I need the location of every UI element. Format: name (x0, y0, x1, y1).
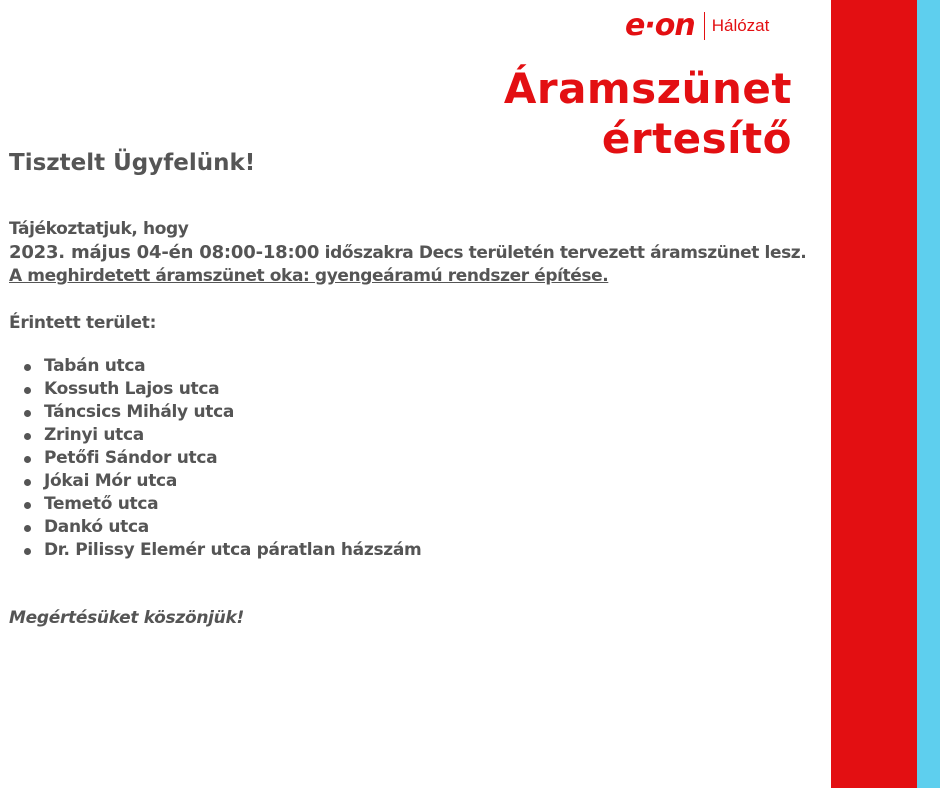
notice-schedule (9, 241, 806, 265)
headline (504, 64, 792, 164)
greeting: Tisztelt Ügyfelünk! (9, 150, 256, 176)
bullet-icon (24, 548, 31, 555)
notice-detail: időszakra Decs területén tervezett áramszünet lesz. (319, 243, 807, 263)
bullet-icon (24, 525, 31, 532)
affected-area-title: Érintett terület: (9, 313, 157, 333)
red-side-stripe (831, 0, 917, 788)
list-item (24, 401, 421, 424)
eon-logo (625, 6, 769, 46)
street-name: Tabán utca (44, 356, 146, 376)
street-list (24, 355, 421, 562)
list-item (24, 516, 421, 539)
street-name: Temető utca (44, 494, 159, 514)
list-item (24, 470, 421, 493)
list-item (24, 424, 421, 447)
bullet-icon (24, 456, 31, 463)
bullet-icon (24, 479, 31, 486)
list-item (24, 493, 421, 516)
street-name: Jókai Mór utca (44, 471, 178, 491)
notice-date-time: 2023. május 04-én 08:00-18:00 (9, 242, 320, 263)
street-name: Táncsics Mihály utca (44, 402, 235, 422)
headline-line-1: Áramszünet (503, 64, 792, 113)
bullet-icon (24, 364, 31, 371)
street-name: Petőfi Sándor utca (44, 448, 218, 468)
bullet-icon (24, 410, 31, 417)
notice-text (9, 218, 806, 288)
street-name: Kossuth Lajos utca (44, 379, 220, 399)
list-item (24, 378, 421, 401)
blue-side-stripe (917, 0, 940, 788)
headline-line-2: értesítő (601, 114, 792, 163)
notice-intro: Tájékoztatjuk, hogy (9, 219, 189, 239)
list-item (24, 539, 421, 562)
notice-reason: A meghirdetett áramszünet oka: gyengeáramú rendszer építése. (9, 266, 609, 286)
logo-subtitle: Hálózat (711, 16, 770, 35)
street-name: Dankó utca (44, 517, 149, 537)
street-name: Dr. Pilissy Elemér utca páratlan házszám (44, 540, 422, 560)
list-item (24, 355, 421, 378)
bullet-icon (24, 433, 31, 440)
logo-divider (704, 12, 705, 40)
eon-logo-mark: e·on (625, 8, 695, 43)
bullet-icon (24, 387, 31, 394)
list-item (24, 447, 421, 470)
street-name: Zrinyi utca (44, 425, 144, 445)
bullet-icon (24, 502, 31, 509)
closing-text: Megértésüket köszönjük! (9, 608, 244, 628)
